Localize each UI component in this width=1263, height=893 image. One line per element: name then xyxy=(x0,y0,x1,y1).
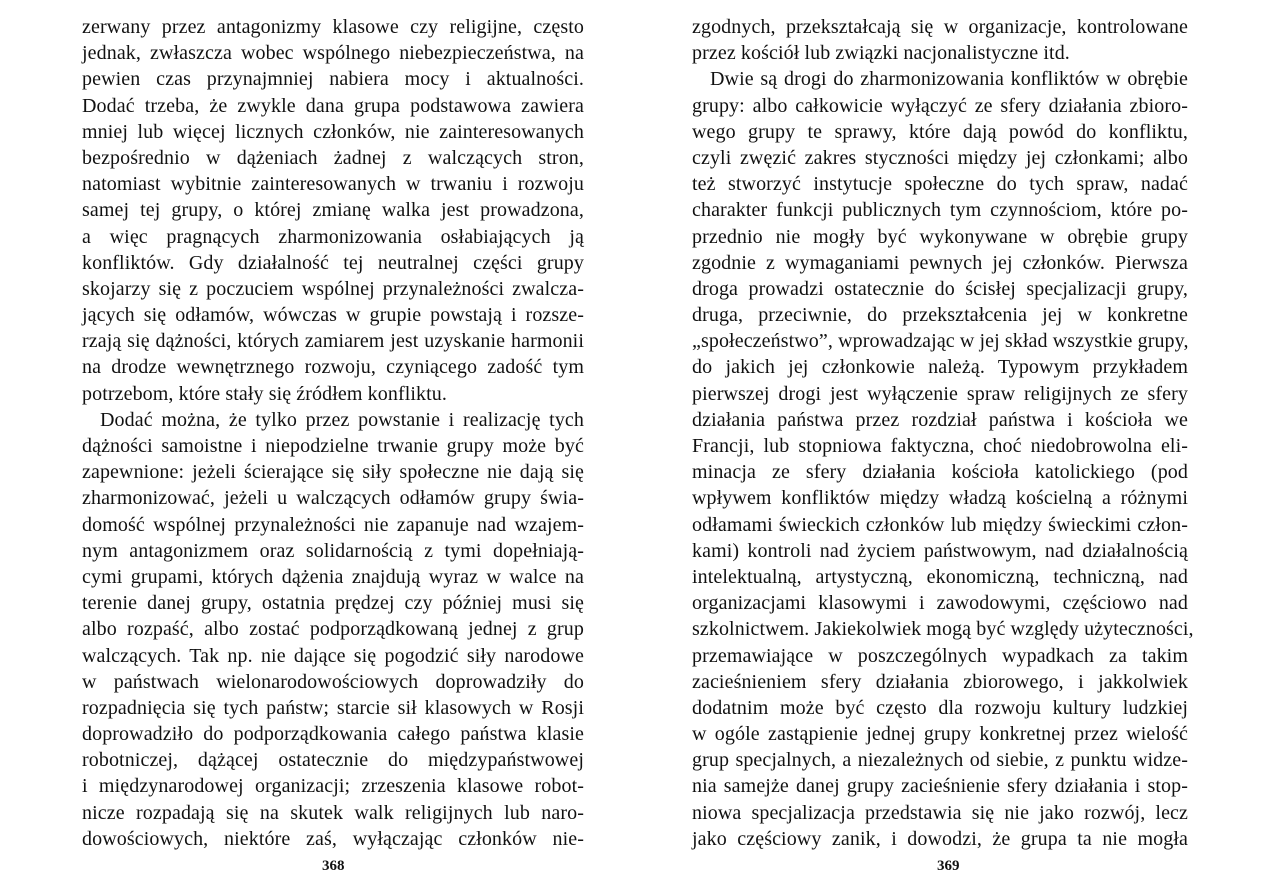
left-page-number: 368 xyxy=(322,858,345,874)
text-line: Dodać można, że tylko przez powstanie i realizację tych xyxy=(100,408,584,431)
right-page-text xyxy=(692,14,1194,852)
text-line: przemawiające w poszczególnych wypadkach za takim xyxy=(692,644,1188,667)
text-line: w ogóle zastąpienie jednej grupy konkretnej przez wielość xyxy=(692,723,1188,746)
text-line: Francji, lub stopniowa faktyczna, choć niedobrowolna eli- xyxy=(692,435,1188,457)
text-line: Dodać trzeba, że zwykle dana grupa podstawowa zawiera xyxy=(82,94,584,117)
text-line: konfliktów. Gdy działalność tej neutralnej części grupy xyxy=(82,251,584,274)
right-page-number: 369 xyxy=(937,858,960,874)
text-line: samej tej grupy, o której zmianę walka jest prowadzona, xyxy=(82,199,584,222)
text-line: zgodnych, przekształcają się w organizacje, kontrolowane xyxy=(692,16,1188,38)
text-line: zgodnie z wymaganiami pewnych jej członków. Pierwsza xyxy=(692,251,1188,274)
text-line: na drodze wewnętrznego rozwoju, czyniącego zadość tym xyxy=(82,356,584,379)
text-line: druga, przeciwnie, do przekształcenia jej w konkretne xyxy=(692,304,1188,327)
text-line: doprowadziło do podporządkowania całego państwa klasie xyxy=(82,723,584,746)
text-line: jących się odłamów, wówczas w grupie powstają i rozsze- xyxy=(82,304,584,327)
text-line: wpływem konfliktów między władzą kościelną a różnymi xyxy=(692,487,1188,510)
text-line: terenie danej grupy, ostatnia prędzej czy później musi się xyxy=(82,592,584,615)
left-page-text xyxy=(82,14,584,852)
text-line: rzają się dążności, których zamiarem jest uzyskanie harmonii xyxy=(82,330,584,353)
text-line: organizacjami klasowymi i zawodowymi, częściowo nad xyxy=(692,592,1188,615)
text-line: natomiast wybitnie zainteresowanych w trwaniu i rozwoju xyxy=(82,173,584,196)
text-line: Dwie są drogi do zharmonizowania konfliktów w obrębie xyxy=(710,68,1188,91)
text-line: szkolnictwem. Jakiekolwiek mogą być względy użyteczności, xyxy=(692,618,1194,641)
text-line: przednio nie mogły być wykonywane w obrębie grupy xyxy=(692,225,1188,248)
text-line: w państwach wielonarodowościowych doprowadziły do xyxy=(82,670,584,693)
text-line: i międzynarodowej organizacji; zrzeszenia klasowe robot- xyxy=(82,775,584,798)
text-line: rozpadnięcia się tych państw; starcie sił klasowych w Rosji xyxy=(82,696,584,719)
text-line: minacja ze sfery działania kościoła katolickiego (pod xyxy=(692,461,1188,484)
left-page xyxy=(0,0,631,893)
text-line: charakter funkcji publicznych tym czynnościom, które po- xyxy=(692,199,1188,222)
text-line: też stworzyć instytucje społeczne do tych spraw, nadać xyxy=(692,173,1188,196)
text-line: działania państwa przez rozdział państwa i kościoła we xyxy=(692,408,1188,431)
text-line: przez kościół lub związki nacjonalistyczne itd. xyxy=(692,42,1070,65)
text-line: jako częściowy zanik, i dowodzi, że grupa ta nie mogła xyxy=(692,827,1188,850)
text-line: zapewnione: jeżeli ścierające się siły społeczne nie dają się xyxy=(82,461,584,484)
text-line: odłamami świeckich członków lub między świeckimi człon- xyxy=(692,513,1188,536)
text-line: nia samejże danej grupy zacieśnienie sfery działania i stop- xyxy=(692,775,1188,798)
text-line: grup specjalnych, a niezależnych od siebie, z punktu widze- xyxy=(692,749,1188,772)
text-line: dowościowych, niektóre zaś, wyłączając członków nie- xyxy=(82,827,584,850)
text-line: domość wspólnej przynależności nie zapanuje nad wzajem- xyxy=(82,513,584,536)
text-line: dodatnim może być często dla rozwoju kultury ludzkiej xyxy=(692,696,1188,719)
text-line: czyli zwęzić zakres styczności między jej członkami; albo xyxy=(692,146,1188,169)
text-line: cymi grupami, których dążenia znajdują wyraz w walce na xyxy=(82,565,584,588)
text-line: nym antagonizmem oraz solidarnością z tymi dopełniają- xyxy=(82,539,584,562)
text-line: grupy: albo całkowicie wyłączyć ze sfery działania zbioro- xyxy=(692,94,1188,117)
text-line: zacieśnieniem sfery działania zbiorowego, i jakkolwiek xyxy=(692,670,1188,693)
text-line: nicze rozpadają się na skutek walk religijnych lub naro- xyxy=(82,801,584,824)
text-line: potrzebom, które stały się źródłem konfliktu. xyxy=(82,382,447,405)
text-line: pewien czas przynajmniej nabiera mocy i aktualności. xyxy=(82,68,584,91)
text-line: dążności samoistne i niepodzielne trwanie grupy może być xyxy=(82,435,584,457)
text-line: kami) kontroli nad życiem państwowym, nad działalnością xyxy=(692,539,1188,562)
text-line: droga prowadzi ostatecznie do ścisłej specjalizacji grupy, xyxy=(692,277,1188,300)
text-line: „społeczeństwo”, wprowadzając w jej skład wszystkie grupy, xyxy=(692,330,1189,353)
text-line: wego grupy te sprawy, które dają powód do konfliktu, xyxy=(692,120,1188,143)
text-line: do jakich jej członkowie należą. Typowym przykładem xyxy=(692,356,1188,379)
text-line: mniej lub więcej licznych członków, nie zainteresowanych xyxy=(82,120,584,143)
text-line: niowa specjalizacja przedstawia się nie jako rozwój, lecz xyxy=(692,801,1188,824)
right-page xyxy=(631,0,1263,893)
text-line: albo rozpaść, albo zostać podporządkowaną jednej z grup xyxy=(82,618,584,641)
text-line: pierwszej drogi jest wyłączenie spraw religijnych ze sfery xyxy=(692,382,1188,405)
text-line: a więc pragnących zharmonizowania osłabiających ją xyxy=(82,225,584,248)
text-line: zerwany przez antagonizmy klasowe czy religijne, często xyxy=(82,16,584,38)
text-line: robotniczej, dążącej ostatecznie do międzypaństwowej xyxy=(82,749,584,772)
text-line: jednak, zwłaszcza wobec wspólnego niebezpieczeństwa, na xyxy=(82,42,584,65)
text-line: bezpośrednio w dążeniach żadnej z walczących stron, xyxy=(82,146,584,169)
text-line: skojarzy się z poczuciem wspólnej przynależności zwalcza- xyxy=(82,277,584,300)
text-line: intelektualną, artystyczną, ekonomiczną, techniczną, nad xyxy=(692,565,1188,588)
text-line: zharmonizować, jeżeli u walczących odłamów grupy świa- xyxy=(82,487,584,510)
text-line: walczących. Tak np. nie dające się pogodzić siły narodowe xyxy=(82,644,584,667)
